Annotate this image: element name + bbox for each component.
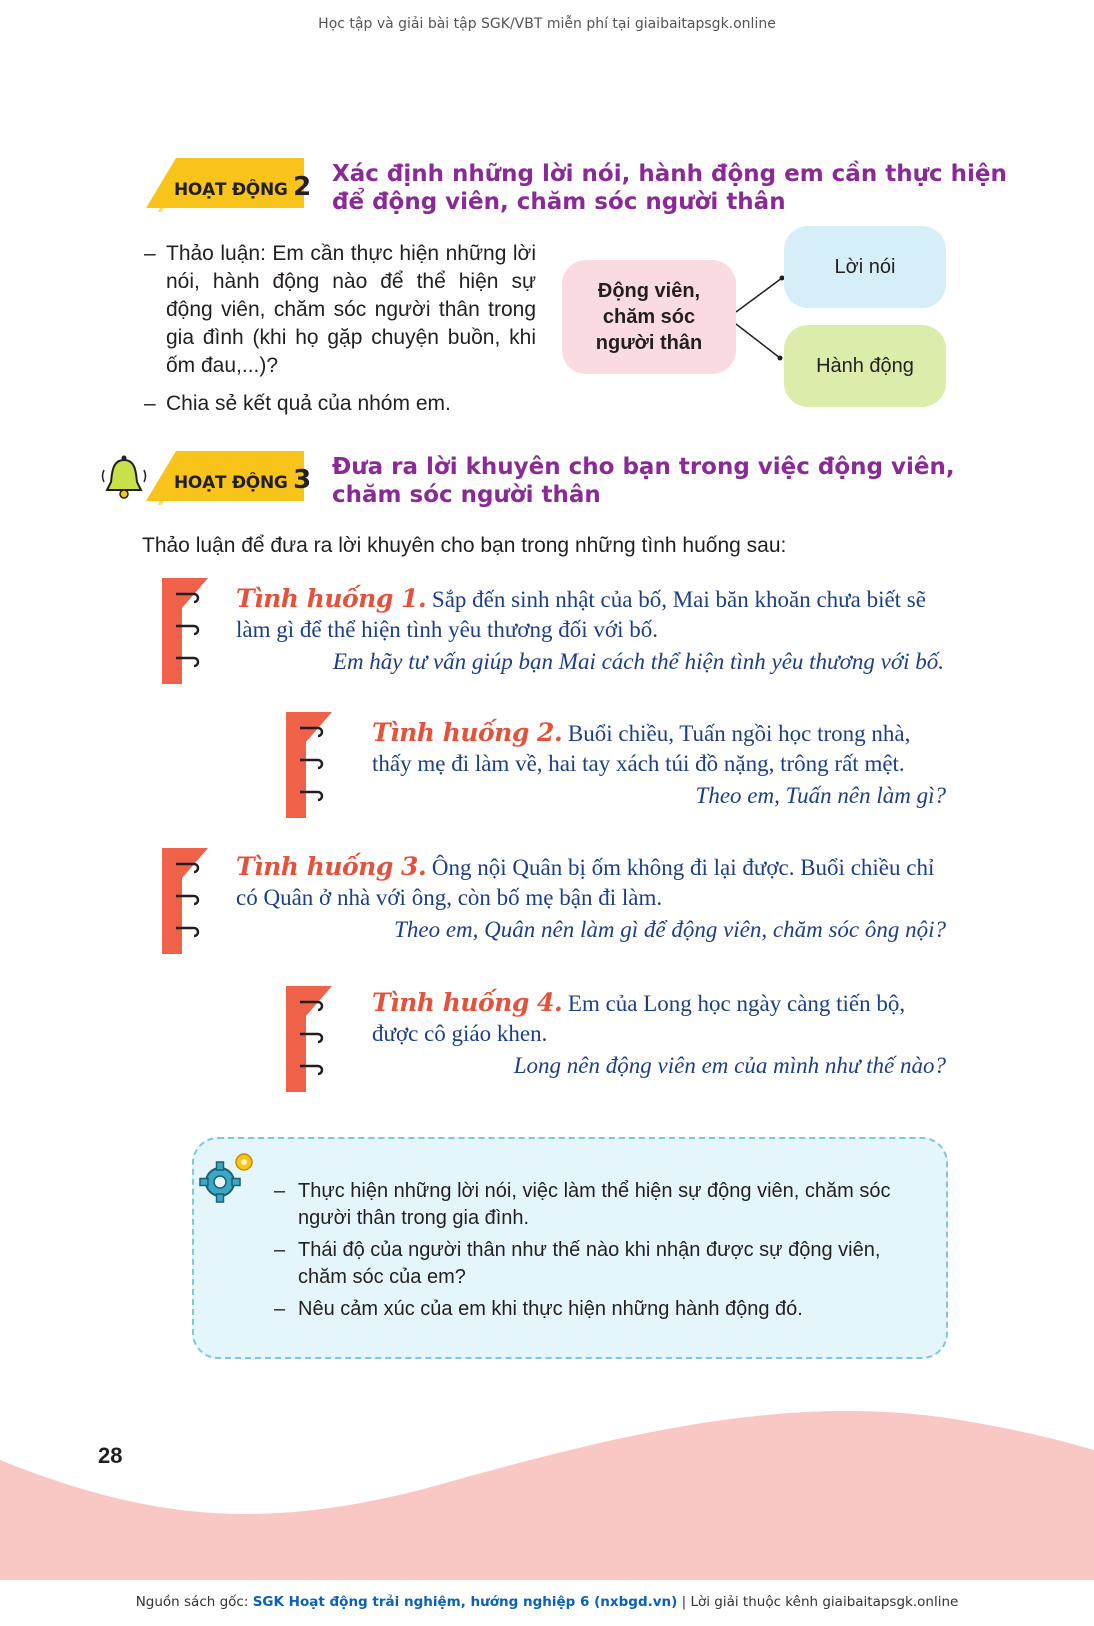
activity-2-label bbox=[174, 172, 311, 202]
footer-prefix: Nguồn sách gốc: bbox=[135, 1594, 249, 1610]
footer-suffix: | Lời giải thuộc kênh giaibaitapsgk.online bbox=[681, 1594, 959, 1610]
situation-1-question: Em hãy tư vấn giúp bạn Mai cách thể hiện tình yêu thương với bố. bbox=[332, 649, 944, 674]
activity-3-title-line1: Đưa ra lời khuyên cho bạn trong việc động viên, bbox=[332, 454, 955, 480]
activity-3-intro: Thảo luận để đưa ra lời khuyên cho bạn trong những tình huống sau: bbox=[142, 534, 787, 557]
activity-3-number: 3 bbox=[293, 465, 311, 495]
activity-2-title-line2: để động viên, chăm sóc người thân bbox=[332, 189, 786, 215]
footer-note bbox=[0, 1594, 1094, 1610]
mindmap-center-bubble bbox=[562, 260, 736, 374]
situation-1 bbox=[236, 584, 944, 675]
situation-2-text: Buổi chiều, Tuấn ngồi học trong nhà, thấy mẹ đi làm về, hai tay xách túi đồ nặng, trông rất mệt. bbox=[372, 721, 911, 776]
activity-3-title-line2: chăm sóc người thân bbox=[332, 482, 601, 508]
mindmap-branch-speech-text: Lời nói bbox=[834, 256, 896, 278]
notepad-icon bbox=[162, 848, 208, 954]
activity-2-title-line1: Xác định những lời nói, hành động em cần thực hiện bbox=[332, 161, 1007, 187]
activity-3-title bbox=[332, 453, 955, 509]
footer-wave bbox=[0, 1380, 1094, 1580]
situation-3-question: Theo em, Quân nên làm gì để động viên, chăm sóc ông nội? bbox=[394, 917, 946, 942]
footer-source-link[interactable]: SGK Hoạt động trải nghiệm, hướng nghiệp 6 (nxbgd.vn) bbox=[252, 1594, 678, 1610]
situation-4-title: Tình huống 4. bbox=[372, 988, 563, 1017]
situation-1-title: Tình huống 1. bbox=[236, 584, 427, 613]
summary-item-3: – Nêu cảm xúc của em khi thực hiện những hành động đó. bbox=[274, 1296, 926, 1323]
activity-2-instructions bbox=[144, 240, 536, 418]
notepad-icon bbox=[286, 712, 332, 818]
summary-item-1: – Thực hiện những lời nói, việc làm thể hiện sự động viên, chăm sóc người thân trong gia đình. bbox=[274, 1178, 926, 1232]
mindmap-center-text: Động viên, chăm sóc người thân bbox=[595, 280, 703, 354]
notepad-icon bbox=[162, 578, 208, 684]
activity-3-label bbox=[174, 465, 311, 495]
activity-2-title bbox=[332, 160, 1007, 216]
summary-item-2: – Thái độ của người thân như thế nào khi nhận được sự động viên, chăm sóc của em? bbox=[274, 1237, 926, 1291]
activity-3-label-text: HOẠT ĐỘNG bbox=[174, 473, 288, 493]
situation-4-question: Long nên động viên em của mình như thế nào? bbox=[513, 1053, 946, 1078]
activity-2-label-text: HOẠT ĐỘNG bbox=[174, 180, 288, 200]
header-note: Học tập và giải bài tập SGK/VBT miễn phí tại giaibaitapsgk.online bbox=[318, 16, 776, 32]
situation-2 bbox=[372, 718, 946, 809]
summary-list bbox=[274, 1178, 926, 1328]
gear-icon bbox=[198, 1148, 262, 1204]
situation-3-title: Tình huống 3. bbox=[236, 852, 427, 881]
situation-4 bbox=[372, 988, 946, 1079]
mindmap-branch-speech bbox=[784, 226, 946, 308]
notepad-icon bbox=[286, 986, 332, 1092]
situation-1-text: Sắp đến sinh nhật của bố, Mai băn khoăn chưa biết sẽ làm gì để thể hiện tình yêu thương đối với bố. bbox=[236, 587, 926, 642]
situation-2-title: Tình huống 2. bbox=[372, 718, 563, 747]
situation-3 bbox=[236, 852, 946, 943]
situation-4-text: Em của Long học ngày càng tiến bộ, được cô giáo khen. bbox=[372, 991, 906, 1046]
activity-2-bullet-2: – Chia sẻ kết quả của nhóm em. bbox=[144, 390, 536, 418]
page-number: 28 bbox=[98, 1443, 123, 1468]
activity-2-bullet-1: – Thảo luận: Em cần thực hiện những lời nói, hành động nào để thể hiện sự động viên, chăm sóc người thân trong gia đình (khi họ gặp chuyện buồn, khi ốm đau,...)? bbox=[144, 240, 536, 380]
situation-3-text: Ông nội Quân bị ốm không đi lại được. Buổi chiều chỉ có Quân ở nhà với ông, còn bố mẹ bận đi làm. bbox=[236, 855, 935, 910]
mindmap-branch-action bbox=[784, 325, 946, 407]
mindmap-connectors bbox=[730, 270, 790, 370]
activity-2-number: 2 bbox=[293, 172, 311, 202]
mindmap-branch-action-text: Hành động bbox=[816, 355, 914, 377]
situation-2-question: Theo em, Tuấn nên làm gì? bbox=[695, 783, 946, 808]
